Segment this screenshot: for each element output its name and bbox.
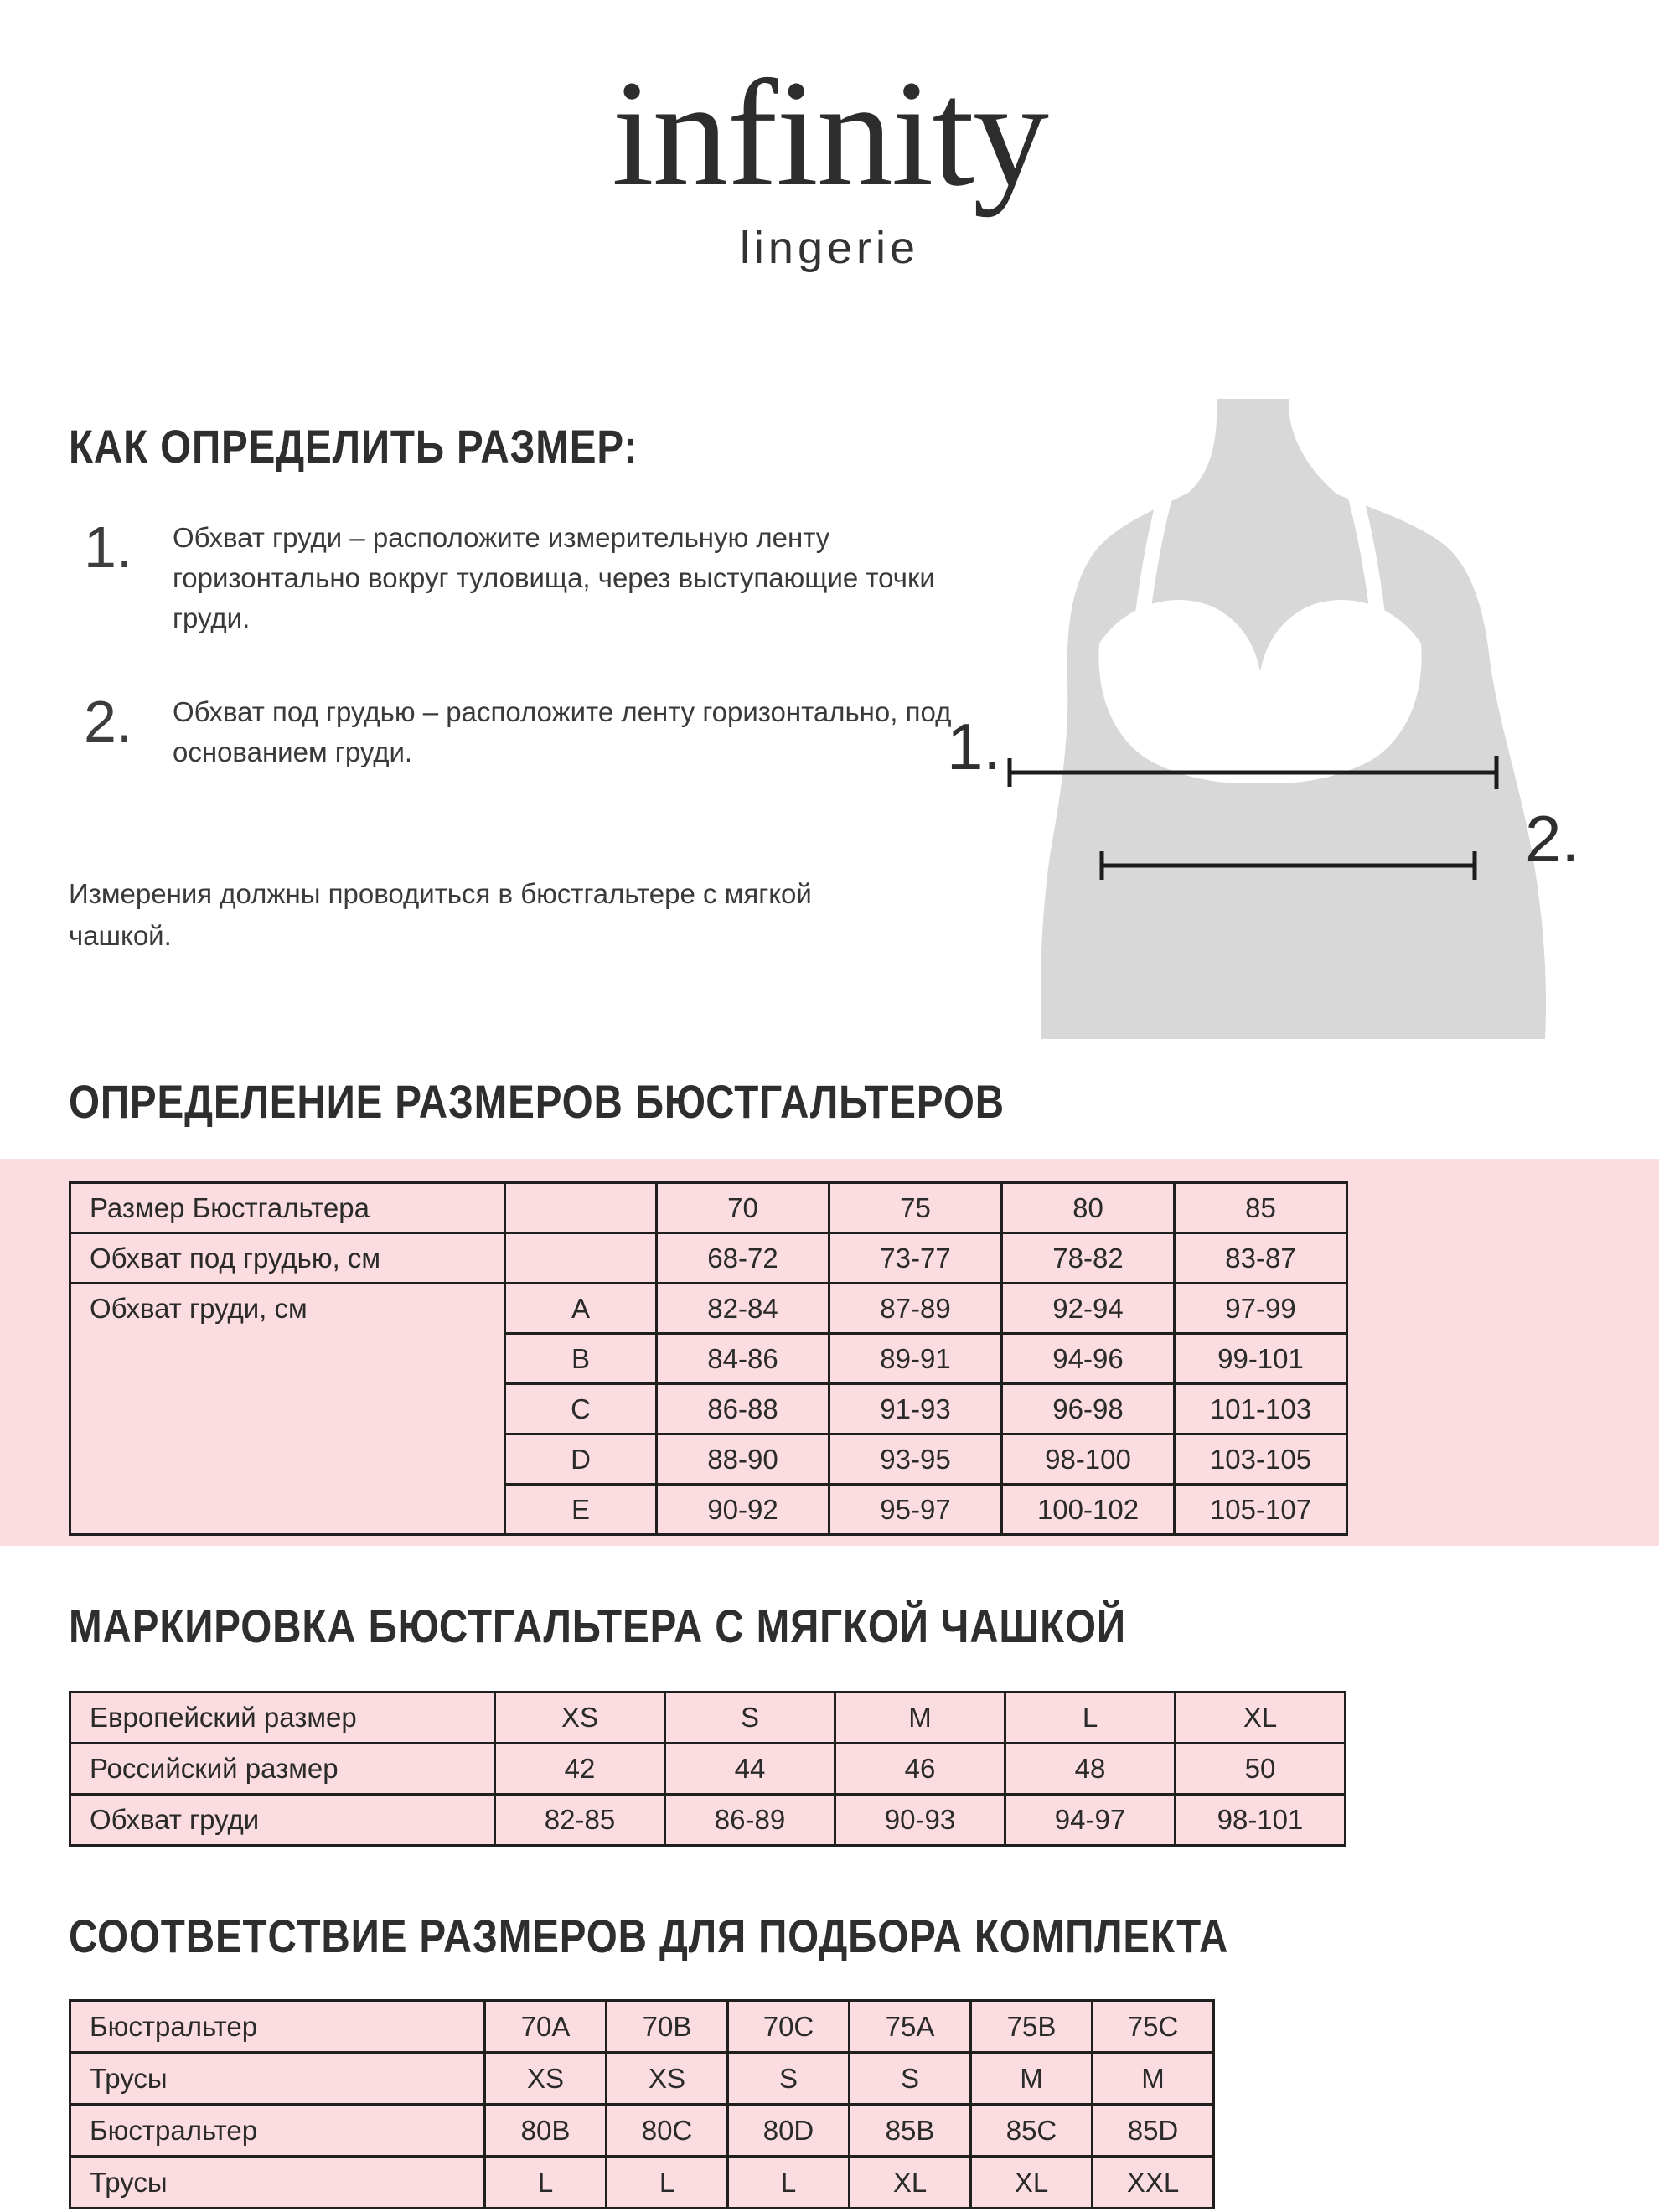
size-value-cell: XS (485, 2053, 607, 2105)
soft-cup-heading: МАРКИРОВКА БЮСТГАЛЬТЕРА С МЯГКОЙ ЧАШКОЙ (69, 1600, 1126, 1652)
size-value-cell: 80C (607, 2105, 728, 2157)
size-value-cell: 68-72 (657, 1233, 830, 1284)
size-value-cell: S (665, 1693, 835, 1744)
size-value-cell: S (728, 2053, 850, 2105)
size-value-cell: 85D (1093, 2105, 1214, 2157)
size-value-cell: 90-93 (835, 1795, 1005, 1846)
size-value-cell: 92-94 (1002, 1284, 1175, 1334)
cup-letter-cell: C (505, 1384, 657, 1434)
table-row (70, 1183, 1347, 1233)
cup-letter-cell: E (505, 1485, 657, 1535)
size-value-cell: M (971, 2053, 1093, 2105)
size-label-cell: Трусы (70, 2053, 485, 2105)
bust-measure-label: 1. (947, 710, 1002, 783)
table-row (70, 2105, 1214, 2157)
cup-letter-cell: A (505, 1284, 657, 1334)
size-value-cell: XS (495, 1693, 665, 1744)
size-value-cell: L (728, 2157, 850, 2209)
size-value-cell: 80B (485, 2105, 607, 2157)
size-value-cell: 70 (657, 1183, 830, 1233)
size-value-cell: XS (607, 2053, 728, 2105)
size-value-cell: 97-99 (1175, 1284, 1347, 1334)
size-value-cell: 85C (971, 2105, 1093, 2157)
size-value-cell: XXL (1093, 2157, 1214, 2209)
size-label-cell: Бюстральтер (70, 2001, 485, 2053)
size-value-cell: 70A (485, 2001, 607, 2053)
underbust-measure-label: 2. (1525, 802, 1580, 876)
table-row (70, 2157, 1214, 2209)
size-value-cell: 99-101 (1175, 1334, 1347, 1384)
size-value-cell: 85B (850, 2105, 971, 2157)
step-2-number: 2. (84, 689, 133, 754)
size-value-cell: L (607, 2157, 728, 2209)
cup-letter-cell: B (505, 1334, 657, 1384)
size-value-cell: 80 (1002, 1183, 1175, 1233)
size-value-cell: 88-90 (657, 1434, 830, 1485)
size-value-cell: 100-102 (1002, 1485, 1175, 1535)
size-label-cell: Обхват груди, см (70, 1284, 505, 1535)
size-value-cell: 101-103 (1175, 1384, 1347, 1434)
brand-name: infinity (612, 49, 1047, 218)
size-value-cell: S (850, 2053, 971, 2105)
size-value-cell: XL (1176, 1693, 1346, 1744)
size-value-cell: 75A (850, 2001, 971, 2053)
size-value-cell: 82-84 (657, 1284, 830, 1334)
size-value-cell: M (1093, 2053, 1214, 2105)
size-value-cell: 96-98 (1002, 1384, 1175, 1434)
size-value-cell: 48 (1005, 1744, 1176, 1795)
measurement-illustration (905, 394, 1642, 1039)
step-1 (84, 514, 1002, 638)
size-value-cell: 80D (728, 2105, 850, 2157)
size-value-cell: 70C (728, 2001, 850, 2053)
size-value-cell: 82-85 (495, 1795, 665, 1846)
size-value-cell: 87-89 (830, 1284, 1002, 1334)
size-value-cell: XL (850, 2157, 971, 2209)
size-value-cell: 98-100 (1002, 1434, 1175, 1485)
cup-letter-cell: D (505, 1434, 657, 1485)
size-value-cell: 75 (830, 1183, 1002, 1233)
table-row (70, 2001, 1214, 2053)
size-label-cell: Европейский размер (70, 1693, 495, 1744)
size-value-cell: 103-105 (1175, 1434, 1347, 1485)
size-value-cell: 85 (1175, 1183, 1347, 1233)
size-value-cell: 94-97 (1005, 1795, 1176, 1846)
size-value-cell: 50 (1176, 1744, 1346, 1795)
bra-size-table (69, 1181, 1348, 1536)
size-value-cell: 73-77 (830, 1233, 1002, 1284)
size-value-cell: 89-91 (830, 1334, 1002, 1384)
soft-cup-table (69, 1691, 1346, 1847)
size-value-cell: 46 (835, 1744, 1005, 1795)
how-to-heading: КАК ОПРЕДЕЛИТЬ РАЗМЕР: (69, 420, 638, 473)
size-value-cell: 93-95 (830, 1434, 1002, 1485)
size-value-cell: M (835, 1693, 1005, 1744)
bra-size-heading: ОПРЕДЕЛЕНИЕ РАЗМЕРОВ БЮСТГАЛЬТЕРОВ (69, 1075, 1005, 1128)
step-1-text: Обхват груди – расположите измерительную ленту горизонтально вокруг туловища, через выступающие точки груди. (173, 522, 935, 633)
size-value-cell: 95-97 (830, 1485, 1002, 1535)
set-match-table (69, 1999, 1215, 2209)
size-label-cell: Размер Бюстгальтера (70, 1183, 505, 1233)
table-row (70, 2053, 1214, 2105)
size-value-cell: L (485, 2157, 607, 2209)
set-match-heading: СООТВЕТСТВИЕ РАЗМЕРОВ ДЛЯ ПОДБОРА КОМПЛЕКТА (69, 1910, 1229, 1962)
size-value-cell: XL (971, 2157, 1093, 2209)
table-row (70, 1233, 1347, 1284)
size-value-cell: 75C (1093, 2001, 1214, 2053)
table-row (70, 1795, 1346, 1846)
brand-subtitle: lingerie (739, 223, 920, 274)
size-value-cell: L (1005, 1693, 1176, 1744)
size-value-cell: 98-101 (1176, 1795, 1346, 1846)
torso-illustration-svg (905, 394, 1642, 1039)
table-row (70, 1693, 1346, 1744)
empty-cell (505, 1233, 657, 1284)
size-value-cell: 83-87 (1175, 1233, 1347, 1284)
size-value-cell: 91-93 (830, 1384, 1002, 1434)
size-value-cell: 105-107 (1175, 1485, 1347, 1535)
measurement-note: Измерения должны проводиться в бюстгальтере с мягкой чашкой. (69, 878, 812, 951)
size-label-cell: Обхват груди (70, 1795, 495, 1846)
size-value-cell: 94-96 (1002, 1334, 1175, 1384)
size-value-cell: 86-89 (665, 1795, 835, 1846)
size-value-cell: 78-82 (1002, 1233, 1175, 1284)
size-value-cell: 84-86 (657, 1334, 830, 1384)
size-label-cell: Бюстральтер (70, 2105, 485, 2157)
size-label-cell: Обхват под грудью, см (70, 1233, 505, 1284)
step-2 (84, 689, 1002, 773)
empty-cell (505, 1183, 657, 1233)
brand-logo (0, 49, 1659, 274)
size-label-cell: Российский размер (70, 1744, 495, 1795)
step-1-number: 1. (84, 514, 133, 580)
size-value-cell: 75B (971, 2001, 1093, 2053)
size-value-cell: 86-88 (657, 1384, 830, 1434)
step-2-text: Обхват под грудью – расположите ленту горизонтально, под основанием груди. (173, 696, 952, 767)
size-value-cell: 42 (495, 1744, 665, 1795)
size-value-cell: 70B (607, 2001, 728, 2053)
size-value-cell: 90-92 (657, 1485, 830, 1535)
table-row (70, 1744, 1346, 1795)
size-value-cell: 44 (665, 1744, 835, 1795)
size-label-cell: Трусы (70, 2157, 485, 2209)
table-row (70, 1284, 1347, 1334)
